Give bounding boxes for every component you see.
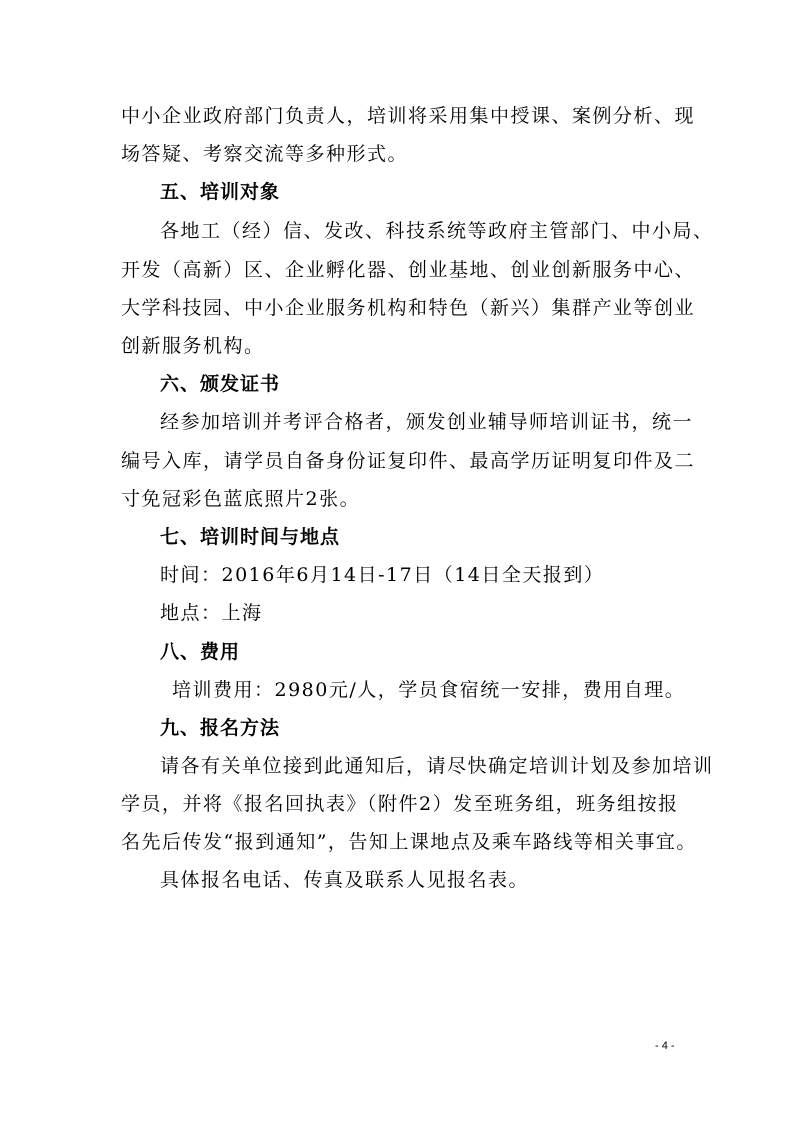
paragraph-line: 具体报名电话、传真及联系人见报名表。 [160, 869, 530, 891]
section-heading-5: 五、培训对象 [160, 181, 281, 203]
paragraph-line: 各地工（经）信、发改、科技系统等政府主管部门、中小局、 [160, 220, 714, 242]
paragraph-line: 寸免冠彩色蓝底照片2张。 [121, 488, 361, 510]
training-location: 地点：上海 [160, 602, 263, 624]
section-heading-7: 七、培训时间与地点 [160, 526, 341, 548]
section-heading-9: 九、报名方法 [160, 717, 281, 739]
paragraph-line: 经参加培训并考评合格者，颁发创业辅导师培训证书，统一 [160, 411, 694, 433]
paragraph-line: 请各有关单位接到此通知后，请尽快确定培训计划及参加培训 [160, 755, 714, 777]
paragraph-line: 编号入库，请学员自备身份证复印件、最高学历证明复印件及二 [121, 450, 696, 472]
paragraph-line: 名先后传发“报到通知”，告知上课地点及乘车路线等相关事宜。 [121, 831, 697, 853]
training-fee: 培训费用：2980元/人，学员食宿统一安排，费用自理。 [172, 679, 686, 701]
paragraph-line: 开发（高新）区、企业孵化器、创业基地、创业创新服务中心、 [121, 259, 696, 281]
paragraph-line: 大学科技园、中小企业服务机构和特色（新兴）集群产业等创业 [121, 297, 696, 319]
section-heading-6: 六、颁发证书 [160, 373, 281, 395]
page-number: - 4 - [655, 1040, 675, 1052]
section-heading-8: 八、费用 [160, 641, 241, 663]
paragraph-line: 学员，并将《报名回执表》（附件2）发至班务组，班务组按报 [121, 793, 679, 815]
training-time: 时间：2016年6月14日-17日（14日全天报到） [160, 564, 605, 586]
paragraph-line: 创新服务机构。 [121, 335, 265, 357]
paragraph-line: 中小企业政府部门负责人，培训将采用集中授课、案例分析、现 [121, 105, 696, 127]
paragraph-line: 场答疑、考察交流等多种形式。 [121, 143, 409, 165]
